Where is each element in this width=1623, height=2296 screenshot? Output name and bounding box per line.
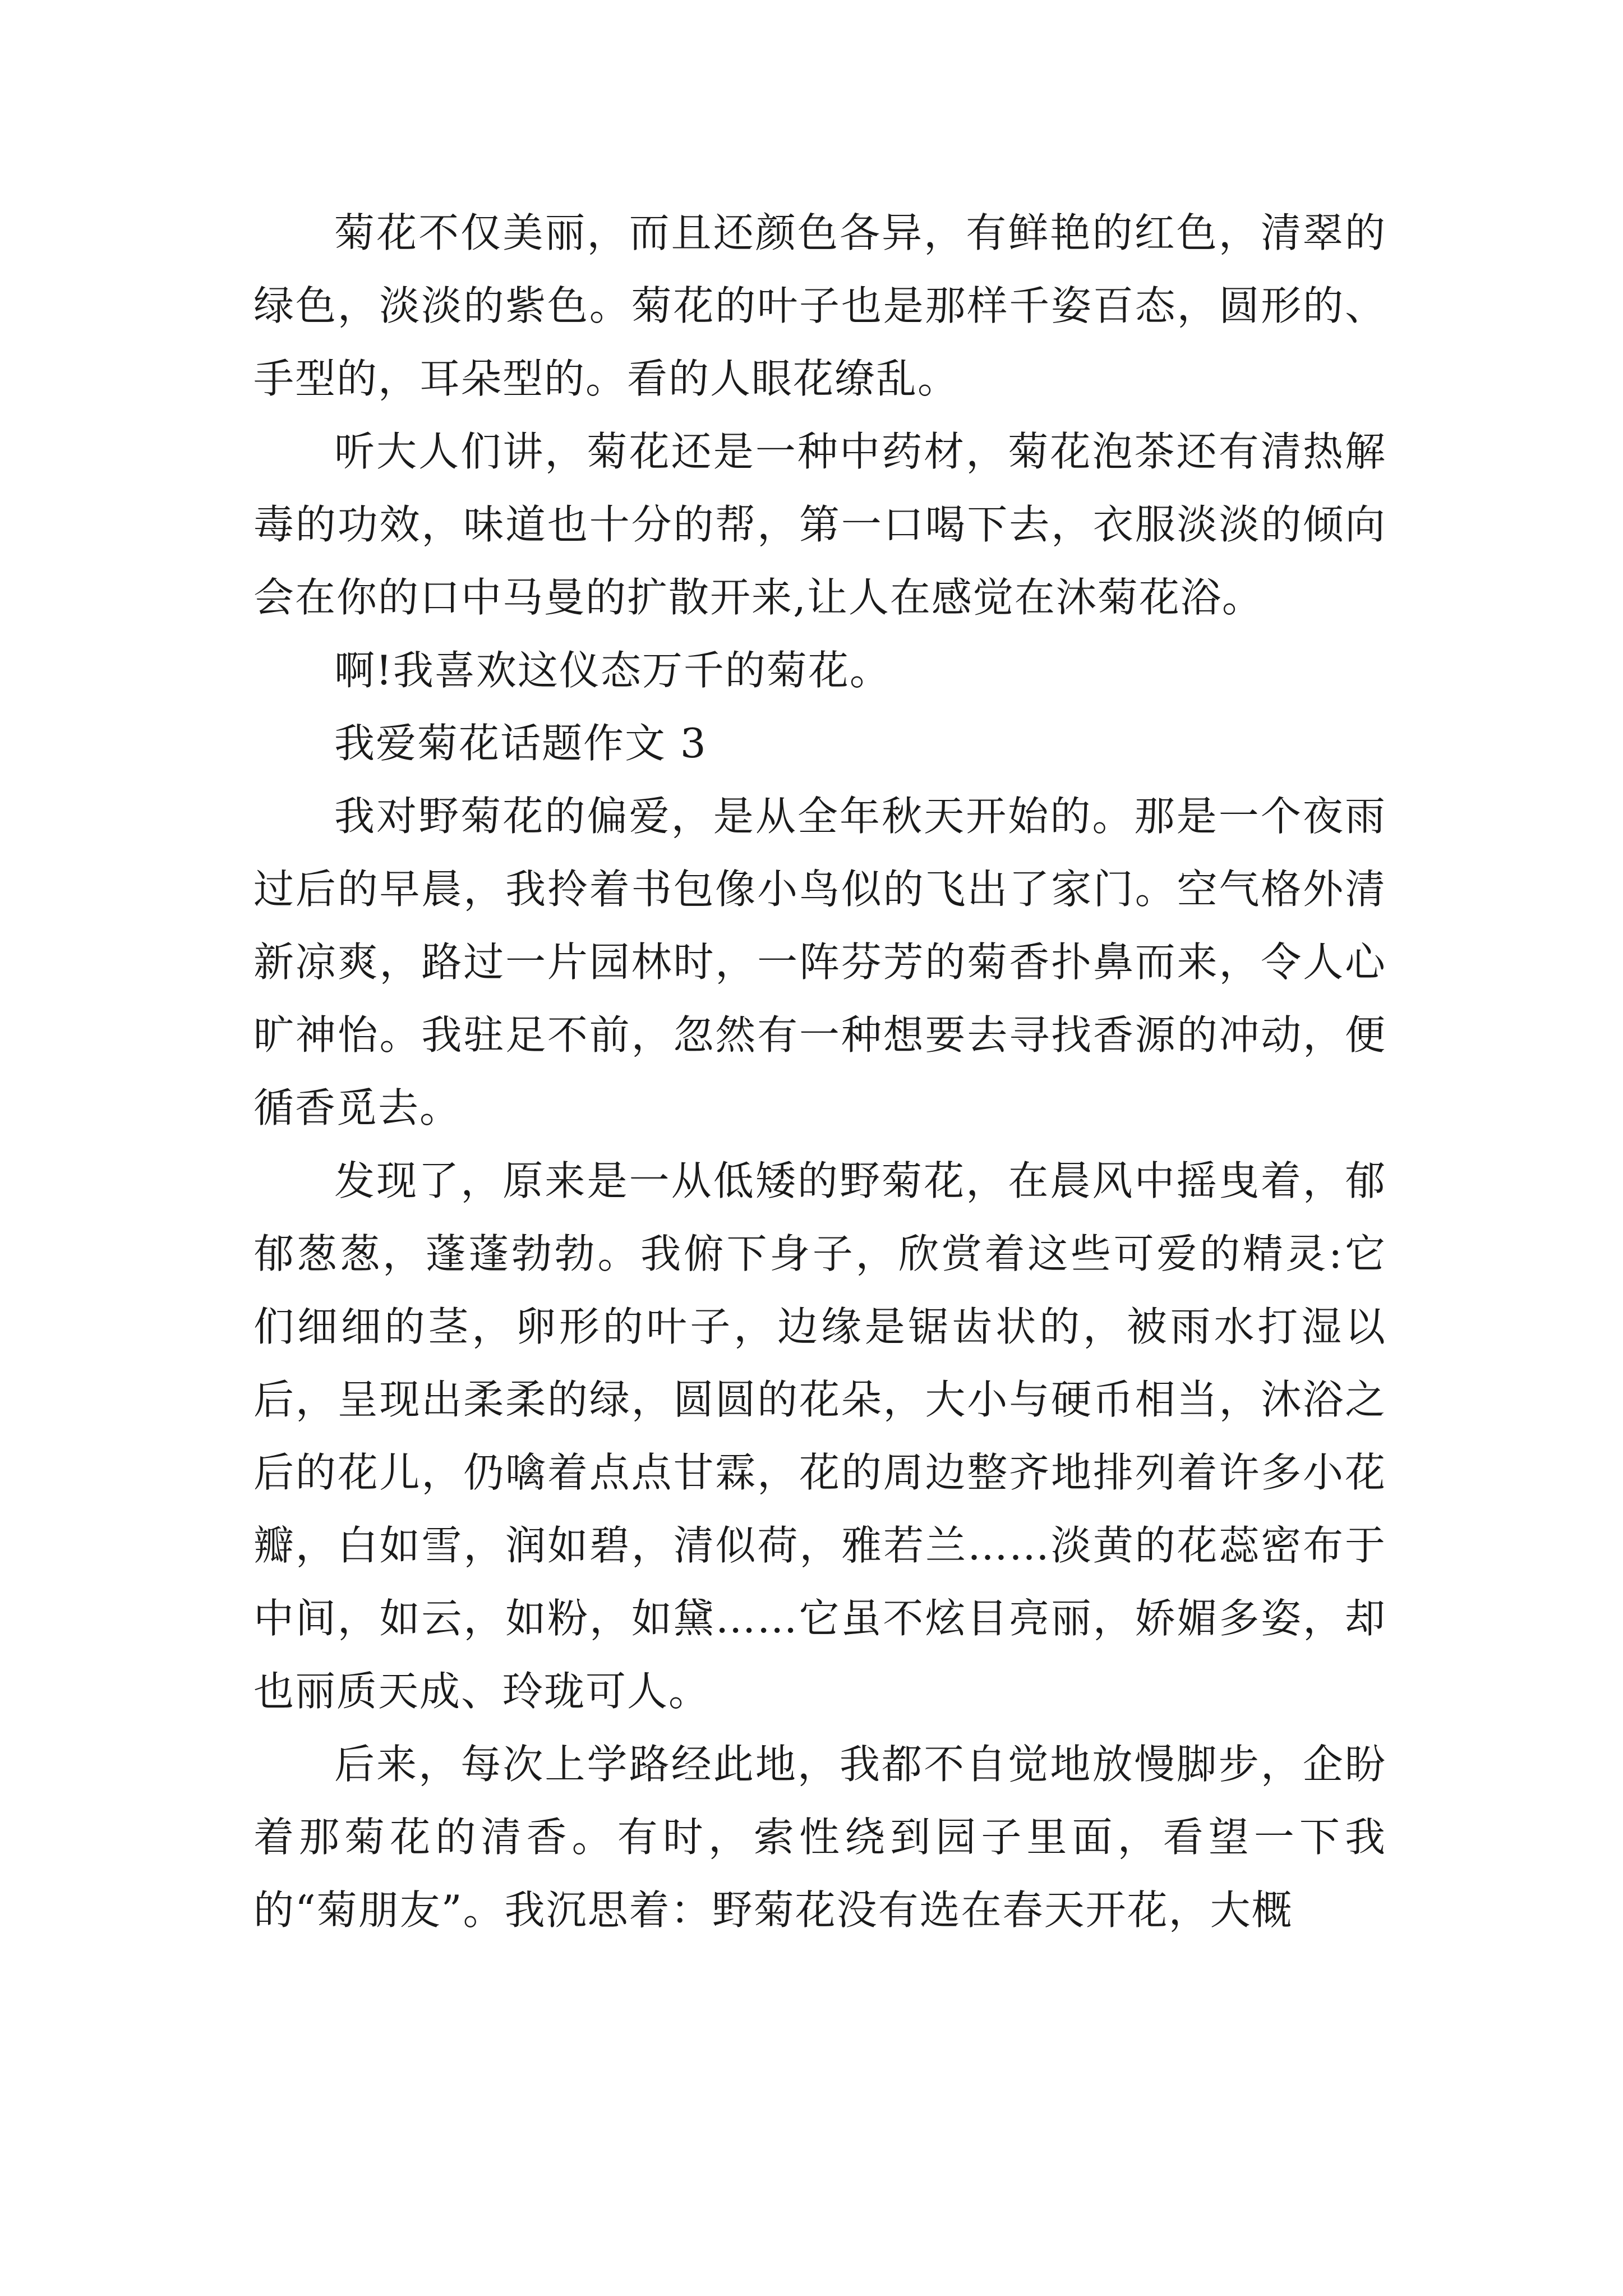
paragraph-wild-chrysanthemum-description: 发现了，原来是一从低矮的野菊花，在晨风中摇曳着，郁郁葱葱，蓬蓬勃勃。我俯下身子，欣赏着这些可爱的精灵:它们细细的茎，卵形的叶子，边缘是锯齿状的，被雨水打湿以后，呈现出柔柔的绿，圆圆的花朵，大小与硬币相当，沐浴之后的花儿，仍噙着点点甘霖，花的周边整齐地排列着许多小花瓣，白如雪，润如碧，清似荷，雅若兰……淡黄的花蕊密布于中间，如云，如粉，如黛……它虽不炫目亮丽，娇媚多姿，却也丽质天成、玲珑可人。 [253, 1157, 1386, 1715]
paragraph-chrysanthemum-friend: 后来，每次上学路经此地，我都不自觉地放慢脚步，企盼着那菊花的清香。有时，索性绕到园子里面，看望一下我的“菊朋友”。我沉思着：野菊花没有选在春天开花，大概 [253, 1741, 1386, 1934]
article-body [253, 196, 1386, 1947]
paragraph-chrysanthemum-medicine: 听大人们讲，菊花还是一种中药材，菊花泡茶还有清热解毒的功效，味道也十分的帮，第一口喝下去，衣服淡淡的倾向会在你的口中马曼的扩散开来,让人在感觉在沐菊花浴。 [253, 428, 1386, 621]
paragraph-wild-chrysanthemum-intro: 我对野菊花的偏爱，是从全年秋天开始的。那是一个夜雨过后的早晨，我拎着书包像小鸟似的飞出了家门。空气格外清新凉爽，路过一片园林时，一阵芬芳的菊香扑鼻而来，令人心旷神怡。我驻足不前，忽然有一种想要去寻找香源的冲动，便循香觅去。 [253, 793, 1386, 1131]
essay-heading: 我爱菊花话题作文 3 [334, 720, 707, 767]
paragraph-exclamation: 啊!我喜欢这仪态万千的菊花。 [334, 647, 891, 694]
paragraph-chrysanthemum-colors: 菊花不仅美丽，而且还颜色各异，有鲜艳的红色，清翠的绿色，淡淡的紫色。菊花的叶子也是那样千姿百态，圆形的、手型的，耳朵型的。看的人眼花缭乱。 [253, 209, 1386, 402]
